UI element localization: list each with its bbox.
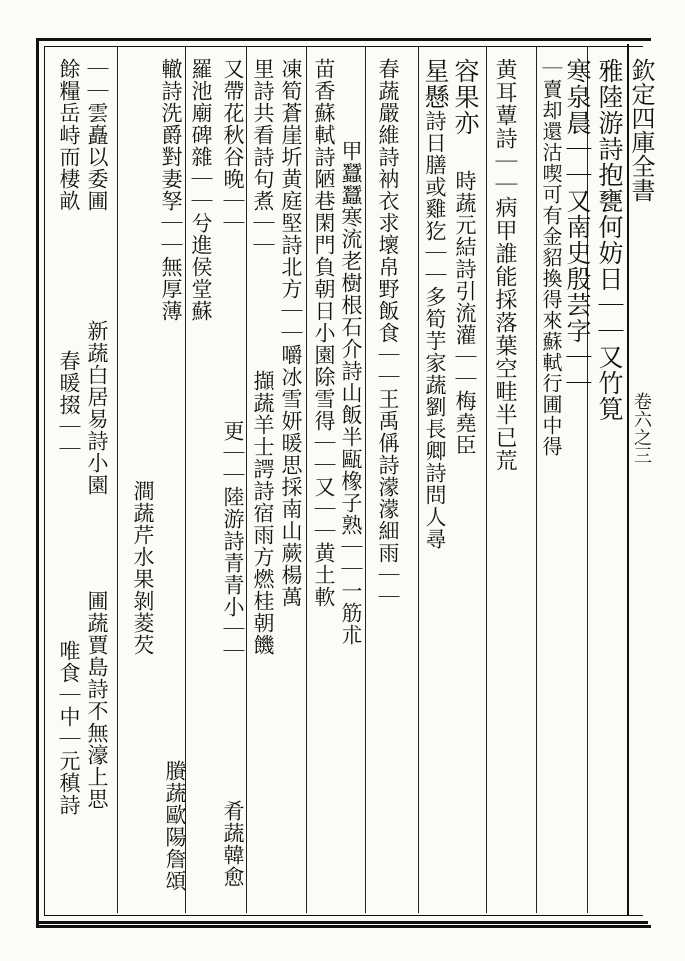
text-column-6: 星懸	[421, 58, 450, 110]
text-column-1: 雅陸游詩抱甕何妨日｜｜又竹筧	[595, 58, 624, 422]
text-column-24: 新蔬白居易詩小園	[85, 320, 109, 496]
text-column-19: 轍詩洗爵對妻孥｜｜無厚薄	[159, 58, 183, 322]
text-column-12: 凍筍蒼崖圻黄庭堅詩北方｜｜嚼冰雪妍暖思採南山蕨楊萬	[279, 58, 303, 608]
text-column-17: 肴蔬韓愈	[221, 800, 245, 888]
text-column-8: 詩日膳或雞犵｜｜多筍芋家蔬劉長卿詩問人尋	[423, 110, 447, 550]
text-column-18: 羅池廟碑雜｜｜兮進侯堂蘇	[189, 58, 213, 322]
bottom-border	[36, 921, 648, 924]
text-column-3: ｜賣却還沽喫可有金貂換得來蘇軾行圃中得	[539, 58, 563, 457]
margin-book-title: 欽定四庫全書	[627, 58, 655, 202]
column-rule	[418, 47, 419, 913]
text-column-5: 容果亦	[451, 58, 480, 136]
margin-volume-label: 卷六之三	[631, 392, 652, 464]
text-column-20: 澗蔬芹水果剝菱芡	[131, 480, 155, 656]
column-rule	[486, 47, 487, 913]
text-column-16: 更｜｜陸游詩青青小｜｜	[221, 420, 245, 662]
text-column-21: 賸蔬歐陽詹頌	[163, 760, 187, 892]
text-column-15: 擷蔬羊士諤詩宿雨方燃桂朝饑	[251, 370, 275, 656]
column-rule	[536, 47, 537, 913]
text-column-26: 圃蔬賈島詩不無濠上思	[85, 590, 109, 810]
text-column-14: 又帶花秋谷晚｜｜	[221, 58, 245, 234]
text-column-7: 時蔬元結詩引流灌｜｜梅堯臣	[453, 170, 477, 456]
text-column-10: 甲蠶蠶寒流老樹根石介詩山飯半甌橡子熟｜｜一筋朮	[339, 140, 363, 646]
text-column-11: 苗香蘇軾詩陋巷閑門負朝日小園除雪得｜｜又｜｜黄土軟	[312, 58, 336, 608]
text-column-23: 餘糧岳峙而棲畝	[57, 58, 81, 212]
text-column-25: 春暖掇｜｜	[57, 350, 81, 460]
text-column-13: 里詩共看詩句煮｜｜	[251, 58, 275, 256]
text-column-4: 黄耳蕈詩｜｜病甲誰能採落葉空畦半已荒	[492, 58, 517, 472]
text-column-9: 春蔬嚴維詩衲衣求壞帛野飯食｜｜王禹偁詩濛濛細雨｜｜	[376, 58, 400, 608]
column-rule	[306, 47, 307, 913]
text-column-22: ｜｜雲矗以委圃	[85, 58, 109, 212]
column-rule	[117, 47, 118, 913]
text-column-27: 唯食｜中｜元稹詩	[57, 640, 81, 816]
text-column-2: 寒泉晨｜｜又南史殷芸字｜｜	[563, 58, 592, 396]
